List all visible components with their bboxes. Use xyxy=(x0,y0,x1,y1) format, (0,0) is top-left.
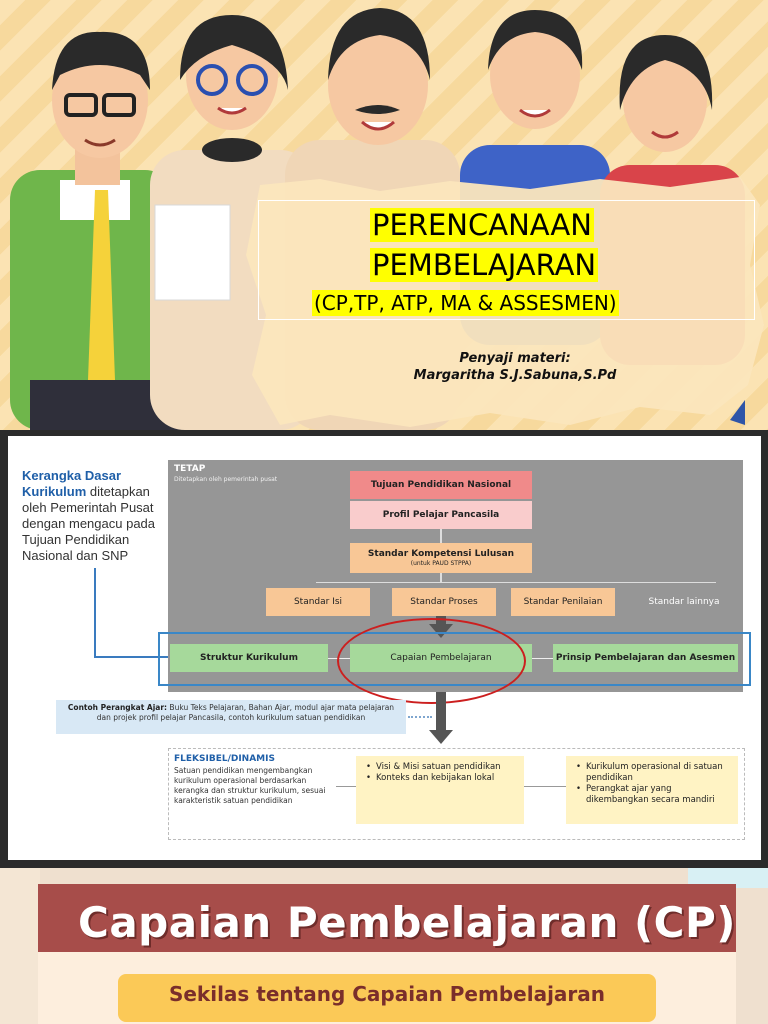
intro-rest: ditetapkan oleh Pemerintah Pusat dengan mengacu pada Tujuan Pendidikan Nasional dan SNP xyxy=(22,484,156,563)
contoh-perangkat-box xyxy=(56,700,406,734)
tetap-label: TETAP xyxy=(174,464,206,474)
profil-box: Profil Pelajar Pancasila xyxy=(350,501,532,529)
presenter-label: Penyaji materi: xyxy=(459,351,571,366)
connector-line xyxy=(94,656,168,658)
connector-line xyxy=(94,568,96,658)
connector-line xyxy=(336,786,356,787)
cp-subtitle: Sekilas tentang Capaian Pembelajaran xyxy=(168,982,606,1006)
connector-line xyxy=(524,786,566,787)
output-box xyxy=(566,756,738,824)
prinsip-box: Prinsip Pembelajaran dan Asesmen xyxy=(553,644,738,672)
list-item: • Perangkat ajar yang dikembangkan secara mandiri xyxy=(586,784,730,806)
standar-lainnya-label: Standar lainnya xyxy=(648,596,720,607)
standar-isi-box: Standar Isi xyxy=(266,588,370,616)
list-item: • Konteks dan kebijakan lokal xyxy=(376,773,516,784)
capaian-box: Capaian Pembelajaran xyxy=(350,644,532,672)
list-item: • Visi & Misi satuan pendidikan xyxy=(376,762,516,773)
intro-text xyxy=(22,468,172,564)
connector-line xyxy=(316,582,716,583)
cp-slide xyxy=(0,868,768,1024)
intro-highlight: Kerangka Dasar Kurikulum xyxy=(22,468,121,499)
arrow-down-icon xyxy=(436,692,446,732)
presenter-name: Margaritha S.J.Sabuna,S.Pd xyxy=(413,368,617,383)
list-item: • Kurikulum operasional di satuan pendidikan xyxy=(586,762,730,784)
arrow-down-icon xyxy=(429,730,453,744)
connector-line xyxy=(440,529,442,543)
tujuan-box: Tujuan Pendidikan Nasional xyxy=(350,471,532,499)
skl-label: Standar Kompetensi Lulusan xyxy=(367,548,515,559)
highlight-circle xyxy=(337,618,526,704)
dotted-connector xyxy=(408,716,432,718)
skl-box xyxy=(350,543,532,573)
title-slide xyxy=(0,0,768,430)
flex-title: FLEKSIBEL/DINAMIS xyxy=(174,754,275,764)
title-line-2: PEMBELAJARAN xyxy=(372,248,597,282)
standar-proses-box: Standar Proses xyxy=(392,588,496,616)
presenter-block xyxy=(400,350,630,384)
title-line-1: PERENCANAAN xyxy=(372,208,592,242)
tetap-sublabel: Ditetapkan oleh pemerintah pusat xyxy=(174,476,278,483)
flex-description: Satuan pendidikan mengembangkan kurikulum operasional berdasarkan kerangka dan struktur kurikulum, sesuai karakteristik satuan pendidikan xyxy=(174,766,326,805)
title-line-3: (CP,TP, ATP, MA & ASSESMEN) xyxy=(314,291,617,315)
contoh-label: Contoh Perangkat Ajar: xyxy=(67,703,168,712)
context-box xyxy=(356,756,524,824)
background-strip xyxy=(0,868,40,1024)
cp-title: Capaian Pembelajaran (CP) xyxy=(78,898,736,947)
standar-penilaian-box: Standar Penilaian xyxy=(511,588,615,616)
curriculum-framework-slide xyxy=(8,436,761,860)
contoh-text: Buku Teks Pelajaran, Bahan Ajar, modul ajar mata pelajaran dan projek profil pelajar Pancasila, contoh kurikulum satuan pendidikan xyxy=(96,703,395,722)
struktur-box: Struktur Kurikulum xyxy=(170,644,328,672)
skl-sublabel: (untuk PAUD STPPA) xyxy=(410,559,472,567)
